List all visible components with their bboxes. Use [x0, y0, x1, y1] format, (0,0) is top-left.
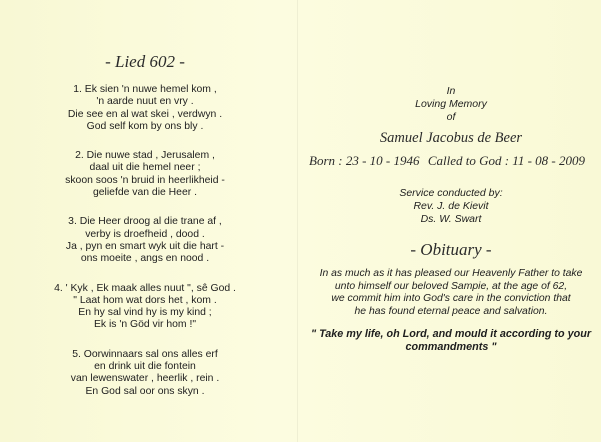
hymn-column [20, 52, 270, 415]
service-line: Service conducted by: [399, 187, 503, 199]
hymn-verse [20, 84, 270, 133]
obituary-line: he has found eternal peace and salvation. [354, 305, 548, 317]
verse-line: 4. ' Kyk , Ek maak alles nuut ", sê God . [54, 282, 236, 294]
obituary-text [305, 268, 597, 318]
verse-line: 5. Oorwinnaars sal ons alles erf [72, 348, 218, 360]
obituary-line: unto himself our beloved Sampie, at the age of 62, [334, 280, 568, 292]
verse-line: " Laat hom wat dors het , kom . [73, 294, 217, 306]
quote-line: " Take my life, oh Lord, and mould it according to your [310, 328, 592, 340]
page-fold [297, 0, 298, 442]
verse-line: 2. Die nuwe stad , Jerusalem , [75, 150, 215, 162]
verse-line: en drink uit die fontein [94, 361, 196, 373]
hymn-verse [20, 150, 270, 199]
in-loving-memory [305, 85, 597, 124]
verse-line: En hy sal vind hy is my kind ; [78, 307, 212, 319]
quote-line: commandments " [405, 340, 497, 353]
verse-line: daal uit die hemel neer ; [89, 162, 201, 174]
life-dates [305, 153, 597, 169]
verse-line: 1. Ek sien 'n nuwe hemel kom , [73, 84, 217, 95]
called-to-god-date: Called to God : 11 - 08 - 2009 [427, 153, 585, 168]
memory-line: Loving Memory [415, 98, 487, 110]
obituary-line: we commit him into God's care in the conviction that [331, 293, 571, 304]
obituary-line: In as much as it has pleased our Heavenly Father to take [319, 268, 583, 279]
verse-line: geliefde van die Heer . [93, 187, 197, 199]
verse-line: Ja , pyn en smart wyk uit die hart - [65, 240, 225, 252]
verse-line: Ek is 'n Göd vir hom !" [93, 319, 197, 331]
service-line: Rev. J. de Kievit [413, 200, 489, 212]
hymn-verse [20, 216, 270, 265]
verse-line: En God sal oor ons skyn . [85, 385, 205, 397]
verse-line: skoon soos 'n bruid in heerlikheid - [65, 174, 225, 186]
verse-line: verby is droefheid , dood . [85, 228, 205, 240]
obituary-title: - Obituary - [410, 240, 492, 259]
hymn-verse [20, 283, 270, 332]
deceased-name: Samuel Jacobus de Beer [379, 130, 523, 146]
memorial-column [305, 85, 597, 353]
verse-line: God self kom by ons bly . [86, 120, 204, 132]
hymn-verse [20, 349, 270, 398]
verse-line: van lewenswater , heerlik , rein . [70, 373, 220, 385]
verse-line: 3. Die Heer droog al die trane af , [68, 216, 222, 228]
closing-quote [305, 328, 597, 353]
born-date: Born : 23 - 10 - 1946 [309, 153, 420, 168]
service-details [305, 187, 597, 226]
service-line: Ds. W. Swart [420, 213, 482, 225]
memory-line: In [446, 85, 456, 97]
verse-line: 'n aarde nuut en vry . [96, 96, 194, 108]
verse-line: Die see en al wat skei , verdwyn . [67, 108, 223, 120]
verse-line: ons moeite , angs en nood . [80, 253, 210, 265]
hymn-title: - Lied 602 - [105, 52, 185, 71]
memory-line: of [446, 111, 456, 123]
